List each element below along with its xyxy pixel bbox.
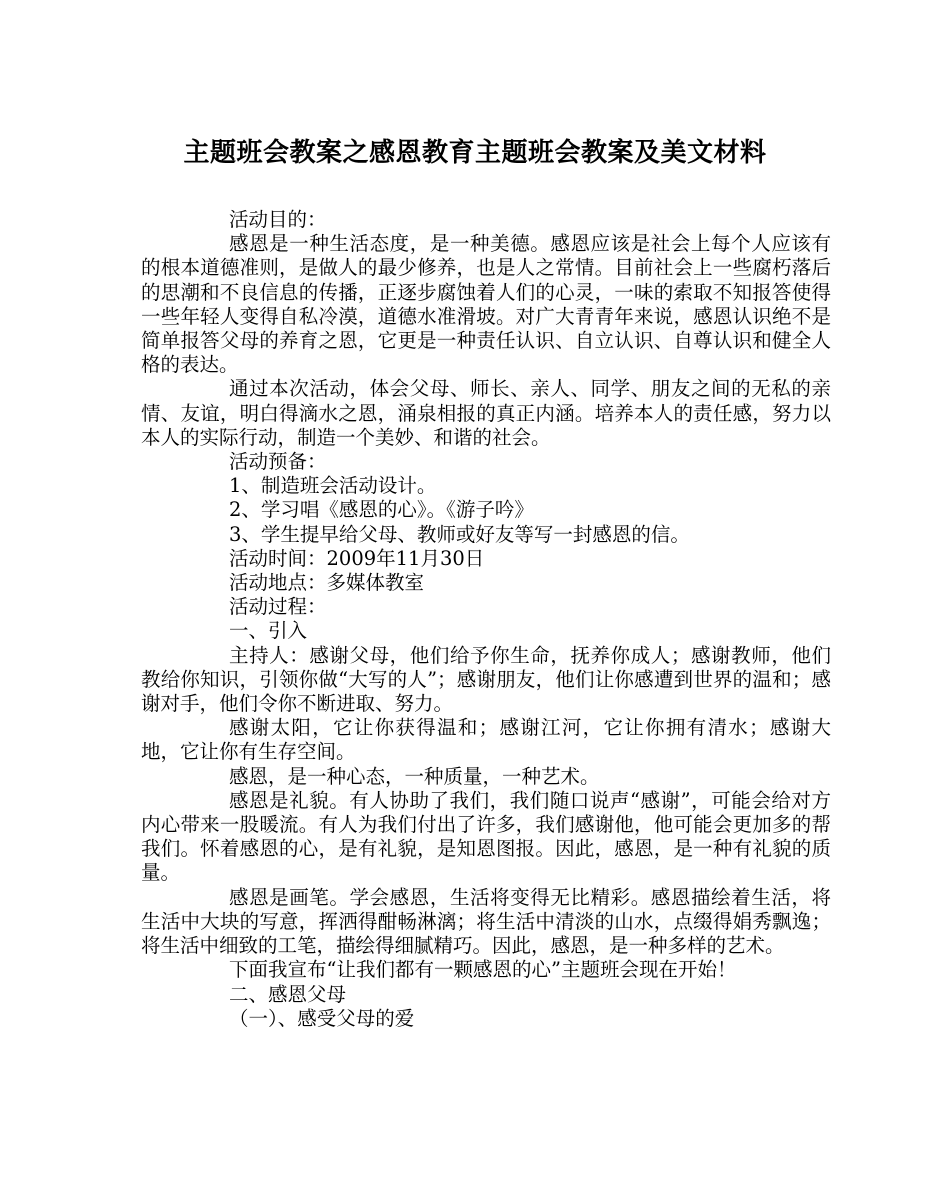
paragraph-subsection-parents-love: （一）、感受父母的爱 [229,1006,415,1030]
paragraph-gratitude-politeness: 感恩是礼貌。有人协助了我们，我们随口说声“感谢”，可能会给对方内心带来一股暖流。有人为我们付出了许多，我们感谢他，他可能会更加多的帮我们。怀着感恩的心，是有礼貌，是知恩图报。因此，感恩，是一种有礼貌的质量。 [141,788,831,885]
paragraph-meeting-start: 下面我宣布“让我们都有一颗感恩的心”主题班会现在开始！ [229,958,737,982]
paragraph-prep-item-3: 3、学生提早给父母、教师或好友等写一封感恩的信。 [229,522,690,546]
paragraph-process-heading: 活动过程： [229,595,327,619]
paragraph-section-intro: 一、引入 [229,619,308,643]
paragraph-prep-item-1: 1、制造班会活动设计。 [229,474,437,498]
paragraph-preparation-heading: 活动预备： [229,450,327,474]
paragraph-activity-goal-heading: 活动目的： [229,208,327,231]
paragraph-gratitude-attitude: 感恩是一种生活态度，是一种美德。感恩应该是社会上每个人应该有的根本道德准则，是做人的最少修养，也是人之常情。目前社会上一些腐朽落后的思潮和不良信息的传播，正逐步腐蚀着人们的心灵，一味的索取不知报答使得一些年轻人变得自私冷漠，道德水准滑坡。对广大青青年来说，感恩认识绝不是简单报答父母的养育之恩，它更是一种责任认识、自立认识、自尊认识和健全人格的表达。 [141,232,831,377]
paragraph-activity-purpose: 通过本次活动，体会父母、师长、亲人、同学、朋友之间的无私的亲情、友谊，明白得滴水之恩，涌泉相报的真正内涵。培养本人的责任感，努力以本人的实际行动，制造一个美妙、和谐的社会。 [141,377,831,449]
paragraph-gratitude-definition: 感恩，是一种心态，一种质量，一种艺术。 [229,764,600,788]
paragraph-activity-location: 活动地点：多媒体教室 [229,571,425,595]
document-title: 主题班会教案之感恩教育主题班会教案及美文材料 [183,138,767,168]
paragraph-section-parents: 二、感恩父母 [229,982,347,1006]
paragraph-gratitude-brush: 感恩是画笔。学会感恩，生活将变得无比精彩。感恩描绘着生活，将生活中大块的写意，挥洒得酣畅淋漓；将生活中清淡的山水，点缀得娟秀飘逸；将生活中细致的工笔，描绘得细腻精巧。因此，感恩，是一种多样的艺术。 [141,885,831,958]
paragraph-activity-time: 活动时间：2009年11月30日 [229,546,485,570]
paragraph-prep-item-2: 2、学习唱《感恩的心》。《游子吟》 [229,498,534,522]
paragraph-host-speech: 主持人：感谢父母，他们给予你生命，抚养你成人；感谢教师，他们教给你知识，引领你做“大写的人”；感谢朋友，他们让你感遭到世界的温和；感谢对手，他们令你不断进取、努力。 [141,643,831,716]
paragraph-thank-nature: 感谢太阳，它让你获得温和；感谢江河，它让你拥有清水；感谢大地，它让你有生存空间。 [141,716,831,764]
document-body [141,208,831,1031]
